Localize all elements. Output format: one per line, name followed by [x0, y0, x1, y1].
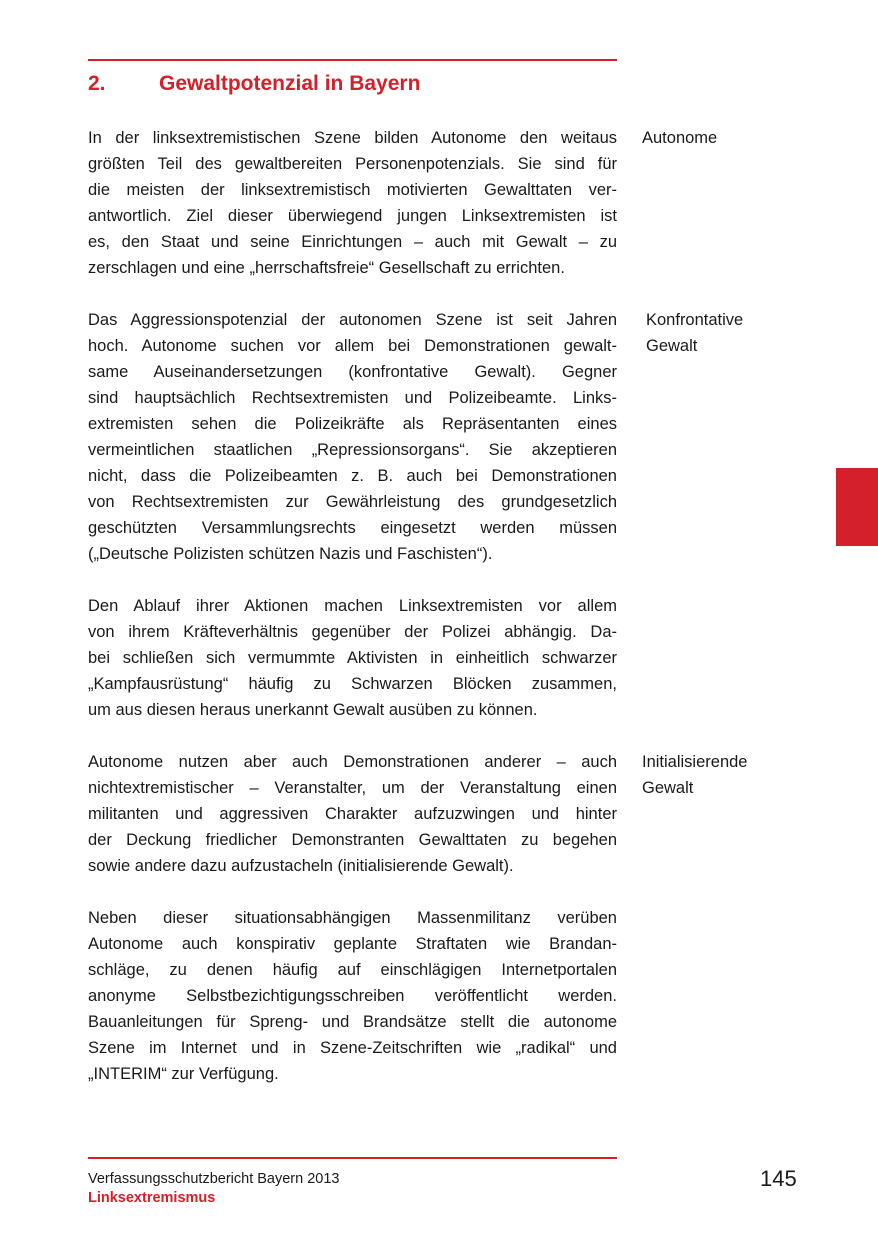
text-line: antwortlich. Ziel dieser überwiegend jungen Linksextremisten ist: [88, 207, 617, 225]
text-line: In der linksextremistischen Szene bilden Autonome den weitaus: [88, 129, 617, 147]
text-line: Neben dieser situationsabhängigen Massenmilitanz verüben: [88, 909, 617, 927]
paragraph-autonome: [88, 125, 617, 281]
text-line: geschützten Versammlungsrechts eingesetzt werden müssen: [88, 519, 617, 537]
text-line: es, den Staat und seine Einrichtungen – auch mit Gewalt – zu: [88, 233, 617, 251]
text-line: „Kampfausrüstung“ häufig zu Schwarzen Blöcken zusammen,: [88, 675, 617, 693]
text-line: um aus diesen heraus unerkannt Gewalt ausüben zu können.: [88, 701, 538, 719]
text-line: Den Ablauf ihrer Aktionen machen Linksextremisten vor allem: [88, 597, 617, 615]
text-line: von ihrem Kräfteverhältnis gegenüber der Polizei abhängig. Da-: [88, 623, 617, 641]
margin-note-line: Konfrontative: [646, 311, 744, 329]
text-line: Autonome nutzen aber auch Demonstrationen anderer – auch: [88, 753, 617, 771]
text-line: Das Aggressionspotenzial der autonomen Szene ist seit Jahren: [88, 311, 617, 329]
text-line: „INTERIM“ zur Verfügung.: [88, 1065, 279, 1083]
footer-chapter-name: Linksextremismus: [88, 1190, 216, 1206]
text-line: die meisten der linksextremistisch motivierten Gewalttaten ver-: [88, 181, 617, 199]
text-line: zerschlagen und eine „herrschaftsfreie“ Gesellschaft zu errichten.: [88, 259, 565, 277]
top-rule: [88, 59, 617, 61]
paragraph-aktionen: [88, 593, 617, 723]
margin-note-initialisierende-gewalt: [642, 749, 792, 801]
footer-publication-title: Verfassungsschutzbericht Bayern 2013: [88, 1171, 340, 1187]
text-line: militanten und aggressiven Charakter aufzuzwingen und hinter: [88, 805, 617, 823]
text-line: Szene im Internet und in Szene-Zeitschriften wie „radikal“ und: [88, 1039, 617, 1057]
margin-note-konfrontative-gewalt: [646, 307, 796, 359]
text-line: nicht, dass die Polizeibeamten z. B. auch bei Demonstrationen: [88, 467, 617, 485]
text-line: same Auseinandersetzungen (konfrontative Gewalt). Gegner: [88, 363, 617, 381]
text-line: anonyme Selbstbezichtigungsschreiben veröffentlicht werden.: [88, 987, 617, 1005]
margin-note-line: Gewalt: [646, 337, 698, 355]
paragraph-initialisierende-gewalt: [88, 749, 617, 879]
margin-note-autonome: [642, 125, 792, 151]
paragraph-konfrontative-gewalt: [88, 307, 617, 567]
text-line: bei schließen sich vermummte Aktivisten in einheitlich schwarzer: [88, 649, 617, 667]
text-line: sind hauptsächlich Rechtsextremisten und Polizeibeamte. Links-: [88, 389, 617, 407]
text-line: nichtextremistischer – Veranstalter, um der Veranstaltung einen: [88, 779, 617, 797]
text-line: der Deckung friedlicher Demonstranten Gewalttaten zu begehen: [88, 831, 617, 849]
footer-rule: [88, 1157, 617, 1159]
text-line: vermeintlichen staatlichen „Repressionsorgans“. Sie akzeptieren: [88, 441, 617, 459]
text-line: („Deutsche Polizisten schützen Nazis und Faschisten“).: [88, 545, 493, 563]
section-number: 2.: [88, 72, 106, 95]
text-line: Bauanleitungen für Spreng- und Brandsätze stellt die autonome: [88, 1013, 617, 1031]
text-line: sowie andere dazu aufzustacheln (initialisierende Gewalt).: [88, 857, 514, 875]
margin-note-line: Autonome: [642, 129, 718, 147]
text-line: von Rechtsextremisten zur Gewährleistung des grundgesetzlich: [88, 493, 617, 511]
text-line: schläge, zu denen häufig auf einschlägigen Internetportalen: [88, 961, 617, 979]
chapter-tab-marker: [836, 468, 878, 546]
text-line: größten Teil des gewaltbereiten Personenpotenzials. Sie sind für: [88, 155, 617, 173]
section-heading: [88, 72, 420, 96]
page-number: 145: [760, 1166, 797, 1191]
text-line: hoch. Autonome suchen vor allem bei Demonstrationen gewalt-: [88, 337, 617, 355]
paragraph-massenmilitanz: [88, 905, 617, 1087]
text-line: Autonome auch konspirativ geplante Straftaten wie Brandan-: [88, 935, 617, 953]
section-title: Gewaltpotenzial in Bayern: [159, 72, 421, 95]
margin-note-line: Initialisierende: [642, 753, 748, 771]
text-line: extremisten sehen die Polizeikräfte als Repräsentanten eines: [88, 415, 617, 433]
margin-note-line: Gewalt: [642, 779, 694, 797]
